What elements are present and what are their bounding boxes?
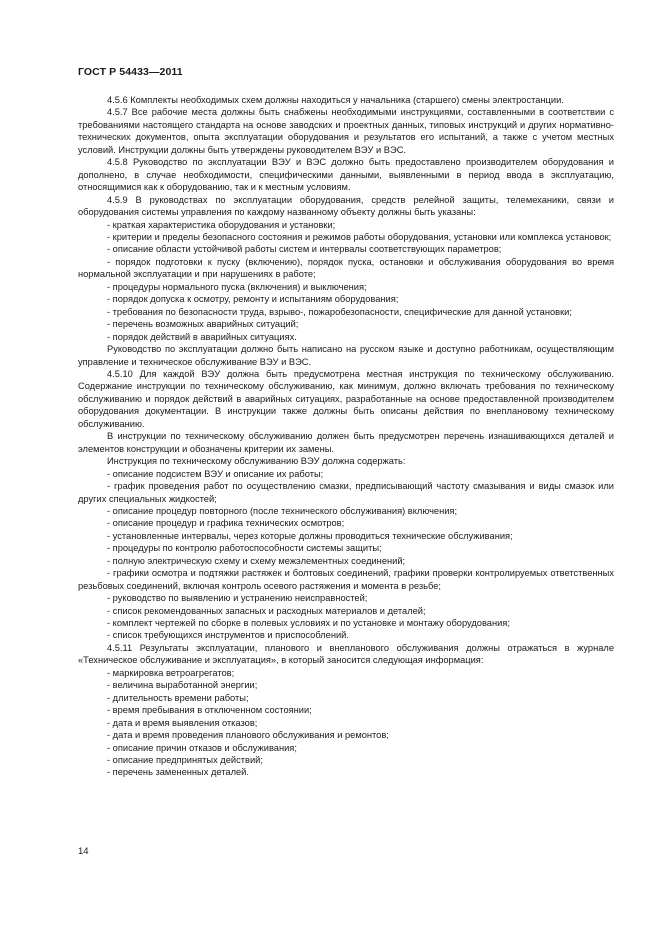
page-number: 14 xyxy=(78,846,89,857)
list-item: - руководство по выявлению и устранению неисправностей; xyxy=(107,593,368,604)
list-item: - описание причин отказов и обслуживания; xyxy=(107,742,297,753)
list-item: - краткая характеристика оборудования и установки; xyxy=(107,219,336,230)
list-item: - описание предпринятых действий; xyxy=(107,755,263,766)
list-item: - процедуры нормального пуска (включения) и выключения; xyxy=(107,281,367,292)
list-item: - описание процедур повторного (после технического обслуживания) включения; xyxy=(107,505,458,516)
list-item: - порядок действий в аварийных ситуациях. xyxy=(107,331,297,342)
list-item: - дата и время выявления отказов; xyxy=(107,717,258,728)
list-item: - график проведения работ по осуществлению смазки, предписывающий частоту смазывания и виды смазок или других специальных жидкостей; xyxy=(78,481,614,504)
clause-4-5-8: 4.5.8 Руководство по эксплуатации ВЭУ и ВЭС должно быть предоставлено производителем оборудования и дополнено, в случае необходимости, специфическими данными, выявленными в период ввода в эксплуатацию, относящимися как к оборудованию, так и к местным условиям. xyxy=(78,157,614,193)
list-item: - описание процедур и графика технических осмотров; xyxy=(107,518,345,529)
clause-4-5-9: 4.5.9 В руководствах по эксплуатации оборудования, средств релейной защиты, телемеханики, связи и оборудования системы управления по каждому названному объекту должны быть указаны: xyxy=(78,194,614,218)
list-item: - описание подсистем ВЭУ и описание их работы; xyxy=(107,468,324,479)
clause-4-5-11: 4.5.11 Результаты эксплуатации, планового и внепланового обслуживания должны отражаться в журнале «Техническое обслуживание и эксплуатация», в который заносится следующая информация: xyxy=(78,642,614,666)
list-item: - список требующихся инструментов и приспособлений. xyxy=(107,630,349,641)
document-body xyxy=(78,94,614,779)
body-paragraph: Руководство по эксплуатации должно быть написано на русском языке и доступно работникам, осуществляющим управление и техническое обслуживание ВЭУ и ВЭС. xyxy=(78,344,614,367)
clause-4-5-10: 4.5.10 Для каждой ВЭУ должна быть предусмотрена местная инструкция по техническому обслуживанию. Содержание инструкции по техническому обслуживанию, как минимум, должно включать требования по техническому обслуживанию и порядок действий в аварийных ситуациях, разработанные на основе предоставленной производителем оборудования документации. В инструкции также должны быть описаны действия по внеплановому техническому обслуживанию. xyxy=(78,368,614,429)
list-item: - полную электрическую схему и схему межэлементных соединений; xyxy=(107,555,406,566)
list-item: - критерии и пределы безопасного состояния и режимов работы оборудования, установки или комплекса установок; xyxy=(107,231,612,242)
list-item: - процедуры по контролю работоспособности системы защиты; xyxy=(107,543,382,554)
list-item: - графики осмотра и подтяжки растяжек и болтовых соединений, графики проверки контролируемых ответственных резьбовых соединений, включая контроль осевого растяжения и момента в резьбе; xyxy=(78,568,614,591)
list-item: - список рекомендованных запасных и расходных материалов и деталей; xyxy=(107,605,426,616)
list-item: - установленные интервалы, через которые должны проводиться технические обслуживания; xyxy=(107,530,513,541)
list-item: - требования по безопасности труда, взрыво-, пожаробезопасности, специфические для данной установки; xyxy=(107,306,572,317)
list-item: - перечень возможных аварийных ситуаций; xyxy=(107,319,299,330)
list-item: - порядок допуска к осмотру, ремонту и испытаниям оборудования; xyxy=(107,294,399,305)
list-item: - маркировка ветроагрегатов; xyxy=(107,667,235,678)
list-item: - дата и время проведения планового обслуживания и ремонтов; xyxy=(107,730,389,741)
list-item: - длительность времени работы; xyxy=(107,692,249,703)
list-item: - описание области устойчивой работы систем и интервалы соответствующих параметров; xyxy=(107,244,502,255)
clause-4-5-6: 4.5.6 Комплекты необходимых схем должны находиться у начальника (старшего) смены электростанции. xyxy=(107,95,564,105)
body-paragraph: В инструкции по техническому обслуживанию должен быть предусмотрен перечень изнашивающихся деталей и элементов конструкции и обозначены критерии их замены. xyxy=(78,431,614,454)
list-item: - порядок подготовки к пуску (включению), порядок пуска, остановки и обслуживания оборудования во время нормальной эксплуатации и при нарушениях в работе; xyxy=(78,256,614,280)
list-item: - время пребывания в отключенном состоянии; xyxy=(107,705,312,716)
list-item: - величина выработанной энергии; xyxy=(107,680,258,691)
document-header: ГОСТ Р 54433—2011 xyxy=(78,66,183,78)
body-paragraph: Инструкция по техническому обслуживанию ВЭУ должна содержать: xyxy=(107,456,406,467)
clause-4-5-7: 4.5.7 Все рабочие места должны быть снабжены необходимыми инструкциями, составленными в соответствии с требованиями настоящего стандарта на основе заводских и проектных данных, типовых инструкций и других нормативно-технических документов, опыта эксплуатации оборудования и результатов его испытаний, а также с учетом местных условий. Инструкции должны быть утверждены руководителем ВЭУ и ВЭС. xyxy=(78,107,614,155)
list-item: - комплект чертежей по сборке в полевых условиях и по установке и монтажу оборудования; xyxy=(107,618,510,629)
list-item: - перечень замененных деталей. xyxy=(107,767,249,778)
